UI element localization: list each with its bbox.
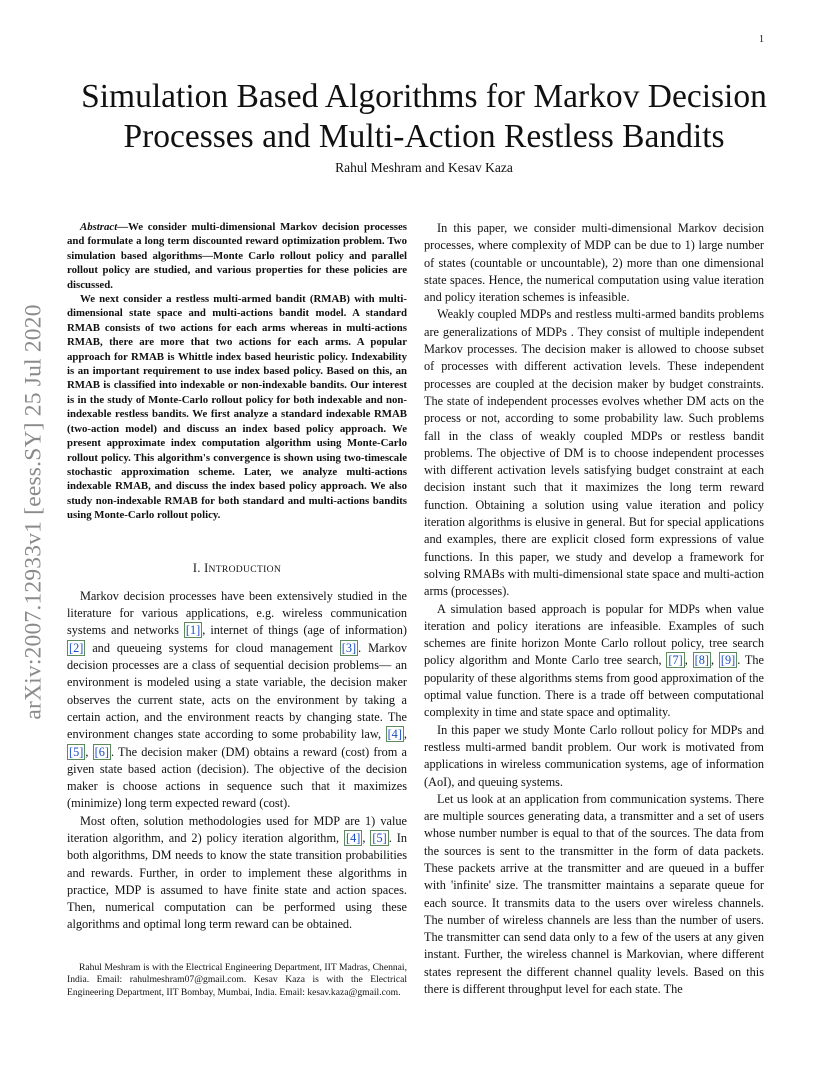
section-initial: I [204, 560, 209, 575]
citation-link[interactable]: [1] [185, 623, 201, 638]
abstract-paragraph-2: We next consider a restless multi-armed bandit (RMAB) with multi-dimensional state space and multi-actions bandit model. A standard RMAB consists of two actions for each arms whereas in multi-actions RMAB, there are more that two actions for each arms. A popular approach for RMAB is Whittle index based heuristic policy. Indexability is an important requirement to use index based policy. Based on this, an RMAB is classified into indexable or non-indexable bandits. Our interest is in the study of Monte-Carlo rollout policy for both indexable and non-indexable restless bandits. We first analyze a standard indexable RMAB (two-action model) and discuss an index based policy approach. We present approximate index computation algorithm using Monte-Carlo rollout policy. This algorithm's convergence is shown using two-timescale stochastic approximation scheme. Later, we analyze multi-actions indexable RMAB, and discuss the index based policy approach. We also study non-indexable RMAB for both standard and multi-actions bandits using Monte-Carlo rollout policy. [67, 293, 407, 522]
text-run: , internet of things (age of information) [202, 623, 407, 638]
text-run: A simulation based approach is popular for MDPs when value iteration and policy iterations are infeasible. Examples of such schemes are finite horizon Monte Carlo rollout policy, tree search policy algorithm and Monte Carlo tree search, [424, 601, 764, 668]
citation-link[interactable]: [2] [69, 640, 84, 655]
intro-paragraph-1 [67, 588, 407, 813]
section-heading-introduction [67, 560, 407, 578]
citation-link[interactable]: [8] [694, 653, 709, 668]
citation-link[interactable]: [3] [341, 640, 357, 655]
abstract-label: Abstract [80, 221, 118, 233]
text-run: and queueing systems for cloud management [85, 640, 340, 655]
section-title-rest: NTRODUCTION [208, 563, 282, 575]
citation-link[interactable]: [4] [387, 727, 402, 742]
text-run: . The popularity of these algorithms stems from good approximation of the optimal value function. There is a trade off between computational complexity in time and state space and optimality. [424, 653, 765, 720]
right-column [424, 220, 764, 998]
right-paragraph-1: In this paper, we consider multi-dimensional Markov decision processes, where complexity of MDP can be due to 1) large number of states (countable or uncountable), 2) more than one dimensional state spaces. Hence, the numerical computation using value iteration and policy iteration schemes is infeasible. [424, 221, 764, 305]
text-run: Most often, solution methodologies used for MDP are 1) value iteration algorithm, and 2) policy iteration algorithm, [67, 813, 407, 845]
right-paragraph-5: Let us look at an application from communication systems. There are multiple sources generating data, a transmitter and a set of users whose number number is equal to that of the sources. The data from the sources is sent to the transmitter in the form of data packets. These packets arrive at the transmitter and are queued in a buffer with 'infinite' size. The transmitter maintains a separate queue for each source. It transmits data to the users over wireless channels. The number of wireless channels are less than the number of users. The transmitter can send data only to a few of the users at any given instant. Further, the wireless channel is Markovian, where different states represent the different channel quality levels. Based on this there is different throughput level for each state. The [424, 791, 764, 997]
intro-paragraph-2 [67, 813, 407, 934]
left-column [67, 220, 407, 934]
arxiv-identifier: arXiv:2007.12933v1 [eess.SY] 25 Jul 2020 [20, 304, 47, 720]
author-footnote: Rahul Meshram is with the Electrical Engineering Department, IIT Madras, Chennai, India. Email: rahulmeshram07@gmail.com. Kesav Kaza is with the Electrical Engineering Department, IIT Bombay, Mumbai, India. Email: kesav.kaza@gmail.com. [67, 962, 407, 998]
text-run: , [362, 830, 371, 845]
right-paragraph-3 [424, 601, 764, 722]
citation-link[interactable]: [5] [372, 830, 387, 845]
right-paragraph-2: Weakly coupled MDPs and restless multi-armed bandits problems are generalizations of MDPs . They consist of multiple independent Markov processes. The decision maker is allowed to choose subset of processes with different activation levels. These independent processes are coupled at the decision maker by budget constraints. The state of independent processes evolves whether DM acts on the process or not, according to some probability law. Such problems fall in the class of weakly coupled MDPs or restless bandit problems. The objective of DM is to choose independent processes with different activation levels satisfying budget constraint at each decision instant such that it maximizes the long term reward function. Obtaining a solution using value iteration and policy iteration algorithms is elusive in general. But for special applications and examples, there are explicit closed form expressions of value functions. In this paper, we study and develop a framework for solving RMABs with multi-dimensional state space and multi-action arms (processes). [424, 307, 764, 599]
right-paragraph-4: In this paper we study Monte Carlo rollout policy for MDPs and restless multi-armed bandit problem. Our work is motivated from applications in wireless communication systems, age of information (AoI), and queuing systems. [424, 722, 764, 789]
text-run: . The decision maker (DM) obtains a reward (cost) from a given state based action (decision). The objective of the decision maker is choose actions in sequence such that it maximizes (minimize) long term expected reward (cost). [67, 744, 407, 811]
section-number: I. [192, 560, 201, 575]
arxiv-side-stamp [16, 262, 52, 762]
paper-title: Simulation Based Algorithms for Markov Decision Processes and Multi-Action Restless Bandits [81, 78, 767, 155]
page-number: 1 [759, 34, 764, 45]
citation-link[interactable]: [5] [69, 744, 84, 759]
text-run: , [710, 653, 719, 668]
text-run: , [403, 727, 407, 742]
citation-link[interactable]: [6] [94, 744, 109, 759]
abstract-paragraph-1 [67, 220, 407, 292]
text-run: , [684, 653, 693, 668]
text-run: . In both algorithms, DM needs to know the state transition probabilities and rewards. Further, in order to implement these algorithms in practice, MDP is assumed to have finite state and action spaces. Then, numerical computation can be performed using these algorithms and optimal long term reward can be obtained. [67, 830, 407, 932]
abstract-text-1: —We consider multi-dimensional Markov decision processes and formulate a long term discounted reward optimization problem. Two simulation based algorithms—Monte Carlo rollout policy and parallel rollout policy are studied, and various properties for these policies are discussed. [67, 221, 407, 291]
text-run: . Markov decision processes are a class of sequential decision problems— an environment is modeled using a state variable, the decision maker observes the current state, acts on the environment by taking a certain action, and the environment reacts by changing state. The environment changes state according to some probability law, [67, 640, 407, 742]
citation-link[interactable]: [9] [720, 653, 736, 668]
citation-link[interactable]: [7] [668, 653, 683, 668]
citation-link[interactable]: [4] [346, 830, 361, 845]
text-run: Markov decision processes have been extensively studied in the literature for various applications, e.g. wireless communication systems and networks [67, 588, 407, 638]
text-run: , [85, 744, 93, 759]
author-line: Rahul Meshram and Kesav Kaza [335, 160, 513, 175]
